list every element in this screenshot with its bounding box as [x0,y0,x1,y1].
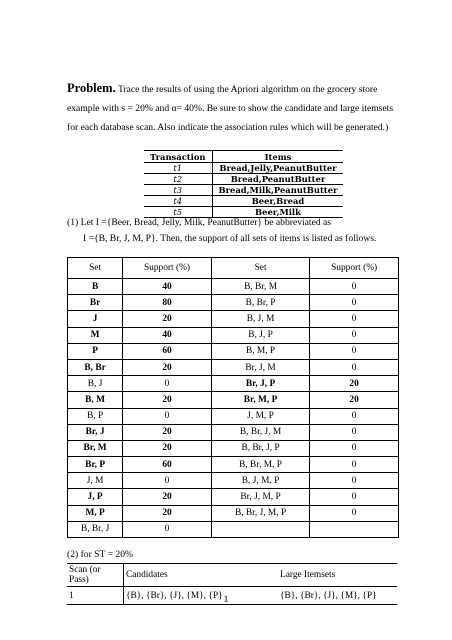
support-set-1: B, P [68,408,123,424]
support-value-1: 20 [123,489,212,505]
support-set-2: B, M, P [211,343,309,359]
support-value-1: 40 [123,279,212,295]
support-set-1: J [68,311,123,327]
support-set-2: B, Br, J, P [211,440,309,456]
support-set-1: J, P [68,489,123,505]
support-header-set-1: Set [68,258,123,279]
support-value-1: 20 [123,311,212,327]
support-set-2: B, J, P [211,327,309,343]
support-value-2: 0 [310,440,399,456]
support-set-1: Br, J [68,424,123,440]
support-set-1: Br, M [68,440,123,456]
support-value-2: 0 [310,343,399,359]
support-set-2: B, J, M [211,311,309,327]
support-row [68,473,399,489]
scan-large: {B}, {Br}, {J}, {M}, {P} [278,587,397,605]
support-set-2 [211,521,309,537]
support-value-1: 20 [123,392,212,408]
support-row [68,311,399,327]
support-value-1: 20 [123,359,212,375]
support-set-1: M, P [68,505,123,521]
support-value-2: 0 [310,489,399,505]
support-value-1: 40 [123,327,212,343]
transaction-items: Bread,Jelly,PeanutButter [219,163,337,173]
transaction-row [144,185,343,196]
support-value-1: 0 [123,408,212,424]
transaction-row [144,174,343,185]
part1-line2: I ={B, Br, J, M, P}. Then, the support of all sets of items is listed as follows. [83,233,377,244]
part2-line: (2) for ST = 20% [67,549,133,560]
support-value-1: 0 [123,473,212,489]
scan-candidates: {B}, {Br}, {J}, {M}, {P} [124,587,279,605]
transactions-header-items: Items [264,151,292,162]
support-value-2: 0 [310,327,399,343]
support-value-1: 60 [123,457,212,473]
transaction-items: Bread,PeanutButter [230,174,326,184]
support-row [68,424,399,440]
support-value-2: 0 [310,311,399,327]
transaction-id: t3 [144,185,212,196]
scan-header-candidates: Candidates [124,564,279,587]
support-table [67,257,399,538]
transaction-id: t5 [144,207,212,218]
transaction-items: Beer,Milk [255,207,301,217]
support-set-2: B, Br, M, P [211,457,309,473]
support-set-1: M [68,327,123,343]
part1-line1: (1) Let I ={Beer, Bread, Jelly, Milk, PeanutButter} be abbreviated as [67,217,332,228]
support-set-1: B, M [68,392,123,408]
support-row [68,295,399,311]
problem-heading: Problem. [67,81,116,95]
support-header-support-2: Support (%) [310,258,399,279]
support-value-2: 0 [310,505,399,521]
support-value-2 [310,521,399,537]
support-row [68,489,399,505]
support-value-1: 0 [123,521,212,537]
support-value-2: 0 [310,424,399,440]
support-row [68,359,399,375]
transaction-row [144,163,343,174]
scan-pass: 1 [67,587,124,605]
transaction-id: t2 [144,174,212,185]
support-value-1: 20 [123,424,212,440]
support-value-1: 80 [123,295,212,311]
support-set-1: P [68,343,123,359]
support-set-2: B, J, M, P [211,473,309,489]
support-set-2: B, Br, J, M, P [211,505,309,521]
support-set-2: B, Br, J, M [211,424,309,440]
support-set-2: Br, J, M, P [211,489,309,505]
support-set-1: B, Br, J [68,521,123,537]
support-set-1: B [68,279,123,295]
support-row [68,279,399,295]
problem-text: Trace the results of using the Apriori algorithm on the grocery store example with s = 20% and α= 40%. Be sure to show the candidate and large itemsets for each database scan. Also indicate the association rules which will be generated.) [67,84,394,133]
transaction-id: t4 [144,196,212,207]
part1-paragraph [67,215,376,247]
support-set-1: B, Br [68,359,123,375]
support-set-2: Br, J, M [211,359,309,375]
transactions-header-row [144,151,343,163]
scan-header-row [67,564,397,587]
support-row [68,327,399,343]
support-set-1: Br [68,295,123,311]
transaction-items: Bread,Milk,PeanutButter [218,185,338,195]
support-row [68,408,399,424]
support-value-2: 0 [310,279,399,295]
support-set-2: Br, M, P [211,392,309,408]
support-value-2: 0 [310,295,399,311]
transaction-row [144,196,343,207]
support-value-2: 0 [310,408,399,424]
support-set-2: B, Br, M [211,279,309,295]
support-value-2: 20 [310,392,399,408]
support-row [68,505,399,521]
support-header-set-2: Set [211,258,309,279]
support-value-2: 0 [310,473,399,489]
support-header-support-1: Support (%) [123,258,212,279]
page-number: 1 [223,594,229,605]
support-value-2: 0 [310,457,399,473]
support-row [68,376,399,392]
support-value-2: 0 [310,359,399,375]
support-set-2: B, Br, P [211,295,309,311]
support-row [68,343,399,359]
support-value-1: 0 [123,376,212,392]
support-set-1: J, M [68,473,123,489]
transaction-id: t1 [144,163,212,174]
support-value-1: 20 [123,505,212,521]
support-set-2: Br, J, P [211,376,309,392]
support-value-2: 20 [310,376,399,392]
support-row [68,392,399,408]
scan-header-large: Large Itemsets [278,564,397,587]
transactions-header-transaction: Transaction [144,151,212,163]
support-row [68,440,399,456]
transactions-table [144,150,343,218]
support-header-row [68,258,399,279]
support-value-1: 60 [123,343,212,359]
support-value-1: 20 [123,440,212,456]
support-set-1: Br, P [68,457,123,473]
scan-header-pass: Scan (or Pass) [67,564,124,587]
support-row [68,521,399,537]
support-set-2: J, M, P [211,408,309,424]
problem-statement [67,79,397,137]
support-row [68,457,399,473]
transaction-items: Beer,Bread [251,196,305,206]
support-set-1: B, J [68,376,123,392]
